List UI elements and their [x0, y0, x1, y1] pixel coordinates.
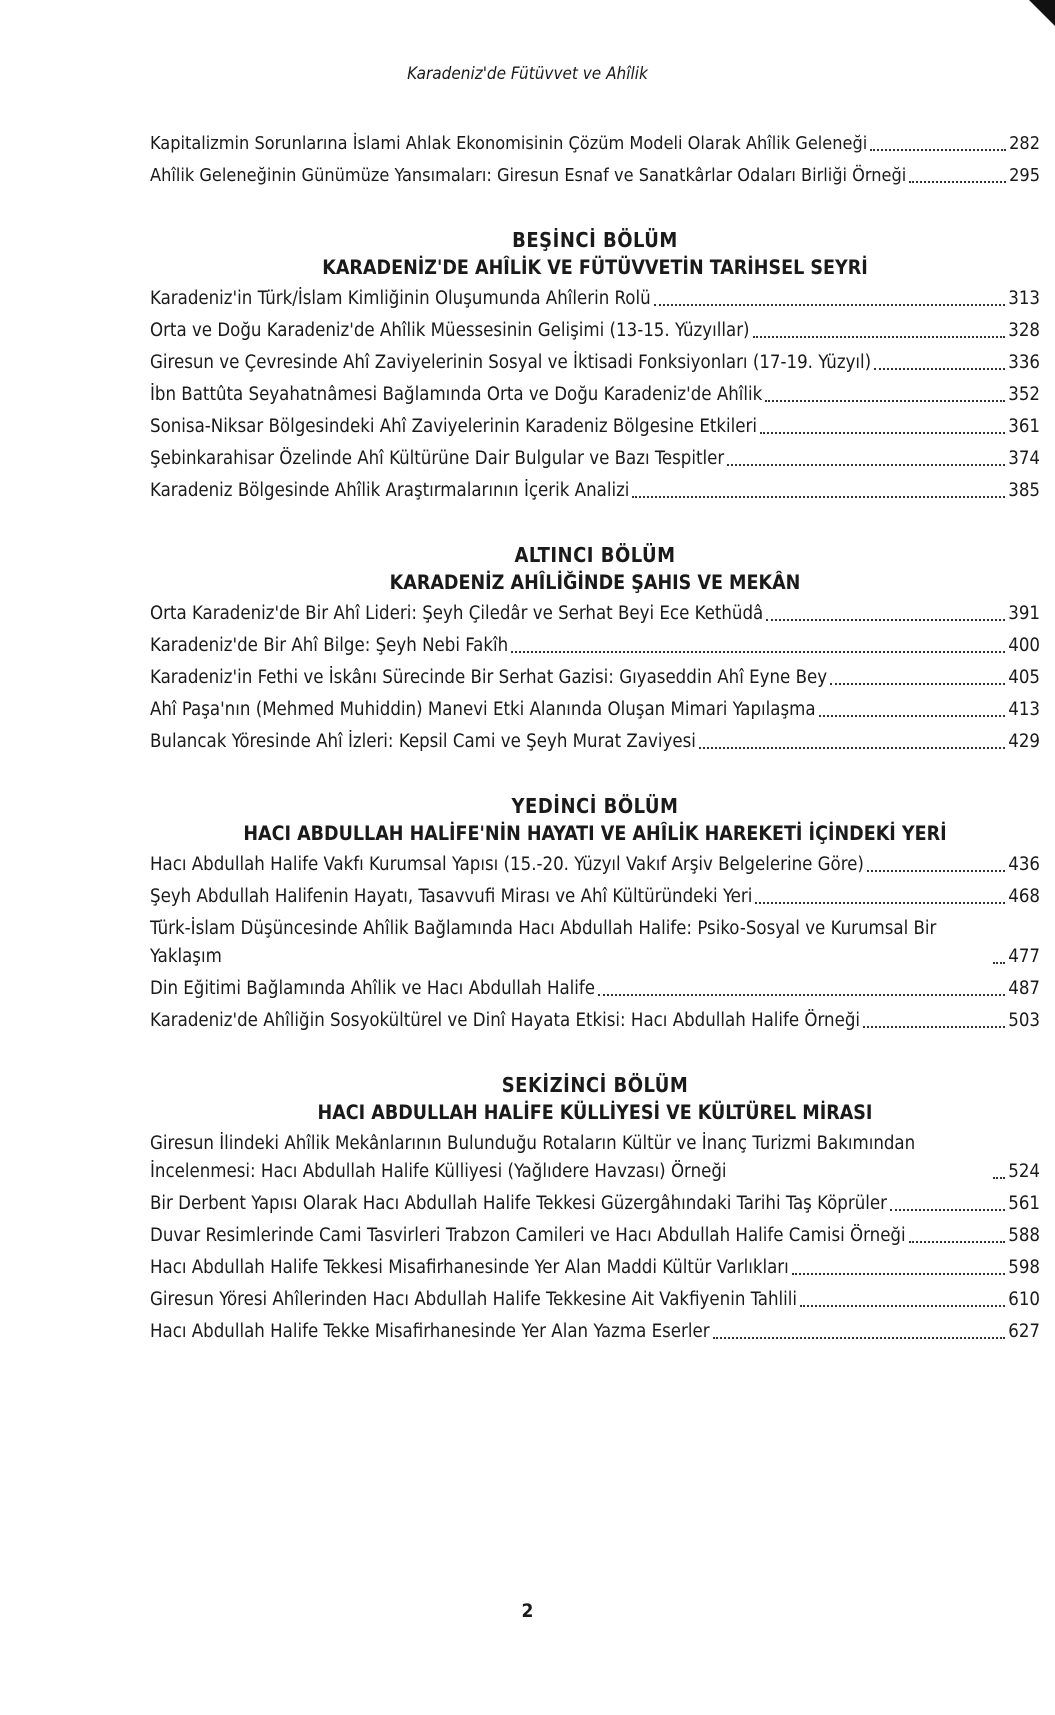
toc-entry-title: Karadeniz Bölgesinde Ahîlik Araştırmalarının İçerik Analizi: [150, 480, 630, 501]
toc-entry-title: Şebinkarahisar Özelinde Ahî Kültürüne Dair Bulgular ve Bazı Tespitler: [150, 448, 725, 469]
toc-entry-page-number: 295: [1009, 165, 1040, 186]
toc-entry-page-number: 487: [1008, 978, 1040, 999]
dot-leader: [727, 464, 1005, 466]
toc-entry-page-number: 336: [1008, 352, 1040, 373]
toc-entry: [150, 600, 1040, 628]
dot-leader: [800, 1305, 1005, 1307]
dot-leader: [654, 304, 1006, 306]
toc-entry: [150, 728, 1040, 756]
dot-leader: [713, 1337, 1006, 1339]
toc-entry-title: Şeyh Abdullah Halifenin Hayatı, Tasavvufi Mirası ve Ahî Kültüründeki Yeri: [150, 886, 753, 907]
section-title: HACI ABDULLAH HALİFE KÜLLİYESİ VE KÜLTÜREL MİRASI: [317, 1101, 873, 1124]
toc-entry: [150, 883, 1040, 911]
toc-entry-page-number: 361: [1008, 416, 1040, 437]
toc-entry-page-number: 405: [1008, 667, 1040, 688]
toc-entry-title: Orta Karadeniz'de Bir Ahî Lideri: Şeyh Çiledâr ve Serhat Beyi Ece Kethüdâ: [150, 603, 764, 624]
toc-entry: [150, 317, 1040, 345]
section-title: HACI ABDULLAH HALİFE'NİN HAYATI VE AHÎLİK HAREKETİ İÇİNDEKİ YERİ: [243, 822, 947, 845]
toc-entry-title: Ahî Paşa'nın (Mehmed Muhiddin) Manevi Etki Alanında Oluşan Mimari Yapılaşma: [150, 699, 816, 720]
toc-entry-title: Türk-İslam Düşüncesinde Ahîlik Bağlamında Hacı Abdullah Halife: Psiko-Sosyal ve Kurumsal Bir Yaklaşım: [150, 918, 937, 967]
toc-entry: [150, 664, 1040, 692]
toc-entry-page-number: 477: [1008, 946, 1040, 967]
toc-entry: [150, 915, 1040, 971]
toc-entry: [150, 632, 1040, 660]
dot-leader: [632, 496, 1005, 498]
toc-entry-title: Bir Derbent Yapısı Olarak Hacı Abdullah Halife Tekkesi Güzergâhındaki Tarihi Taş Köprüler: [150, 1193, 887, 1214]
toc-entry-page-number: 436: [1008, 854, 1040, 875]
dot-leader: [511, 651, 1005, 653]
section-title: KARADENİZ AHÎLİĞİNDE ŞAHIS VE MEKÂN: [389, 571, 801, 594]
toc-entry-page-number: 561: [1008, 1193, 1040, 1214]
toc-entry: [150, 1254, 1040, 1282]
section-title: KARADENİZ'DE AHÎLİK VE FÜTÜVVETİN TARİHSEL SEYRİ: [322, 256, 868, 279]
toc-entry-page-number: 374: [1008, 448, 1040, 469]
toc-section: [150, 1073, 1040, 1346]
toc-section: [150, 794, 1040, 1035]
toc-entry: [150, 349, 1040, 377]
dot-leader: [863, 1026, 1005, 1028]
dot-leader: [753, 336, 1006, 338]
toc-entry-title: Orta ve Doğu Karadeniz'de Ahîlik Müessesinin Gelişimi (13-15. Yüzyıllar): [150, 320, 750, 341]
toc-entry-page-number: 468: [1008, 886, 1040, 907]
toc-entry-title: Giresun ve Çevresinde Ahî Zaviyelerinin Sosyal ve İktisadi Fonksiyonları (17-19. Yüzyıl): [150, 352, 872, 373]
toc-entry-title: İbn Battûta Seyahatnâmesi Bağlamında Orta ve Doğu Karadeniz'de Ahîlik: [150, 384, 763, 405]
dot-leader: [993, 962, 1005, 964]
toc-entry: [150, 1007, 1040, 1035]
toc-entry-title: Giresun İlindeki Ahîlik Mekânlarının Bulunduğu Rotaların Kültür ve İnanç Turizmi Bakımından İncelenmesi: Hacı Abdullah Halife Külliyesi (Yağlıdere Havzası) Örneği: [150, 1133, 916, 1182]
dot-leader: [870, 149, 1006, 151]
page-corner-mark: [1029, 0, 1055, 26]
toc-entry-page-number: 391: [1008, 603, 1040, 624]
section-label: SEKİZİNCİ BÖLÜM: [501, 1073, 689, 1097]
dot-leader: [699, 747, 1005, 749]
toc-entry: [150, 285, 1040, 313]
toc-entry-title: Hacı Abdullah Halife Tekke Misafirhanesinde Yer Alan Yazma Eserler: [150, 1321, 710, 1342]
toc-entry: [150, 1318, 1040, 1346]
dot-leader: [993, 1177, 1005, 1179]
toc-entry-page-number: 588: [1008, 1225, 1040, 1246]
toc-entry-page-number: 598: [1008, 1257, 1040, 1278]
dot-leader: [909, 181, 1006, 183]
toc-section: [150, 228, 1040, 505]
dot-leader: [830, 683, 1005, 685]
dot-leader: [792, 1273, 1005, 1275]
toc-entry: [150, 975, 1040, 1003]
toc-entry-title: Hacı Abdullah Halife Tekkesi Misafirhanesinde Yer Alan Maddi Kültür Varlıkları: [150, 1257, 789, 1278]
toc-entry-title: Karadeniz'de Bir Ahî Bilge: Şeyh Nebi Fakîh: [150, 635, 509, 656]
toc-entry-page-number: 429: [1008, 731, 1040, 752]
toc-entry-page-number: 503: [1008, 1010, 1040, 1031]
dot-leader: [890, 1209, 1005, 1211]
toc-entry: [150, 696, 1040, 724]
dot-leader: [867, 870, 1005, 872]
dot-leader: [755, 902, 1005, 904]
toc-entry-title: Karadeniz'de Ahîliğin Sosyokültürel ve Dinî Hayata Etkisi: Hacı Abdullah Halife Örneği: [150, 1010, 861, 1031]
toc-entry-page-number: 627: [1008, 1321, 1040, 1342]
toc-entry: [150, 413, 1040, 441]
dot-leader: [598, 994, 1005, 996]
toc-entry-title: Sonisa-Niksar Bölgesindeki Ahî Zaviyelerinin Karadeniz Bölgesine Etkileri: [150, 416, 757, 437]
toc-entry: [150, 1222, 1040, 1250]
toc-entry-title: Karadeniz'in Türk/İslam Kimliğinin Oluşumunda Ahîlerin Rolü: [150, 288, 651, 309]
dot-leader: [819, 715, 1006, 717]
dot-leader: [766, 619, 1005, 621]
toc-entry-page-number: 352: [1008, 384, 1040, 405]
toc-entry-title: Duvar Resimlerinde Cami Tasvirleri Trabzon Camileri ve Hacı Abdullah Halife Camisi Örneği: [150, 1225, 906, 1246]
section-label: ALTINCI BÖLÜM: [514, 543, 676, 567]
toc-entry: [150, 851, 1040, 879]
dot-leader: [874, 368, 1005, 370]
toc-entry-page-number: 282: [1009, 133, 1040, 154]
toc-entry-title: Karadeniz'in Fethi ve İskânı Sürecinde Bir Serhat Gazisi: Gıyaseddin Ahî Eyne Bey: [150, 667, 828, 688]
toc-entry: [150, 1286, 1040, 1314]
page-number: 2: [521, 1600, 534, 1622]
dot-leader: [765, 400, 1005, 402]
toc-entry: [150, 1190, 1040, 1218]
toc-entry-title: Ahîlik Geleneğinin Günümüze Yansımaları: Giresun Esnaf ve Sanatkârlar Odaları Birliği Örneği: [150, 165, 907, 186]
toc-entry: [150, 445, 1040, 473]
dot-leader: [909, 1241, 1006, 1243]
section-label: BEŞİNCİ BÖLÜM: [512, 228, 678, 252]
table-of-contents: [150, 130, 1040, 1350]
toc-entry: [150, 130, 1040, 158]
toc-entry-page-number: 413: [1008, 699, 1040, 720]
toc-entry-page-number: 524: [1008, 1161, 1040, 1182]
toc-entry: [150, 477, 1040, 505]
running-header: Karadeniz'de Fütüvvet ve Ahîlik: [407, 64, 648, 84]
toc-entry-title: Din Eğitimi Bağlamında Ahîlik ve Hacı Abdullah Halife: [150, 978, 596, 999]
toc-entry: [150, 1130, 1040, 1186]
section-label: YEDİNCİ BÖLÜM: [511, 794, 679, 818]
toc-entry: [150, 381, 1040, 409]
toc-section: [150, 543, 1040, 756]
toc-entry-page-number: 313: [1008, 288, 1040, 309]
toc-entry-title: Bulancak Yöresinde Ahî İzleri: Kepsil Cami ve Şeyh Murat Zaviyesi: [150, 731, 696, 752]
toc-entry-page-number: 385: [1008, 480, 1040, 501]
toc-entry-page-number: 328: [1008, 320, 1040, 341]
toc-entry-title: Giresun Yöresi Ahîlerinden Hacı Abdullah Halife Tekkesine Ait Vakfiyenin Tahlili: [150, 1289, 798, 1310]
toc-entry-title: Hacı Abdullah Halife Vakfı Kurumsal Yapısı (15.-20. Yüzyıl Vakıf Arşiv Belgelerine Göre): [150, 854, 864, 875]
toc-entry-page-number: 610: [1008, 1289, 1040, 1310]
dot-leader: [760, 432, 1005, 434]
toc-entry: [150, 162, 1040, 190]
top-entries: [150, 130, 1040, 190]
toc-entry-title: Kapitalizmin Sorunlarına İslami Ahlak Ekonomisinin Çözüm Modeli Olarak Ahîlik Geleneği: [150, 133, 868, 154]
toc-entry-page-number: 400: [1008, 635, 1040, 656]
